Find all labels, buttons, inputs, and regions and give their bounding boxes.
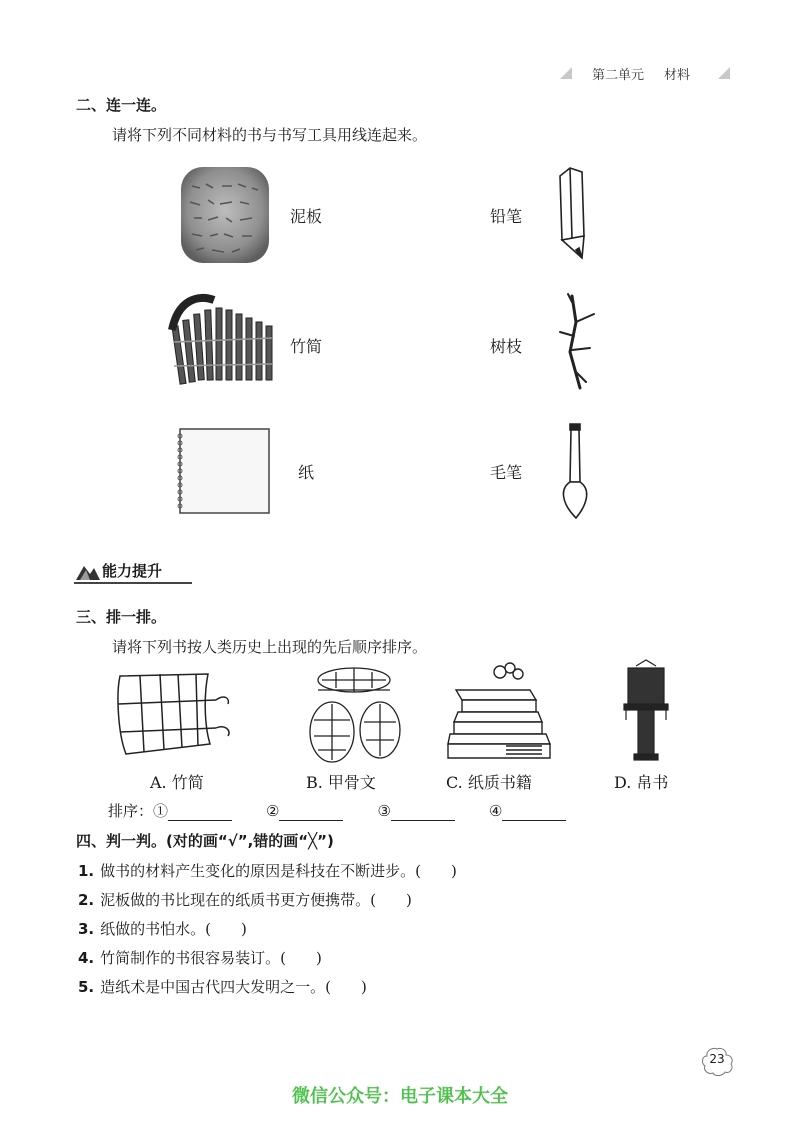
- book-label-clay: 泥板: [290, 207, 323, 226]
- question-text: 纸做的书怕水。( ): [100, 920, 247, 938]
- bamboo-slips-image: [168, 290, 276, 394]
- ability-title: 能力提升: [102, 562, 163, 580]
- header-unit: 第二单元: [592, 68, 645, 83]
- question-number: 2.: [78, 891, 95, 909]
- judge-question-4: [78, 947, 322, 968]
- question-text: 泥板做的书比现在的纸质书更方便携带。( ): [100, 891, 412, 909]
- question-text: 竹简制作的书很容易装订。( ): [100, 949, 322, 967]
- sort-item-b: B. 甲骨文: [306, 773, 376, 792]
- sort-slot-4-label: ④: [488, 802, 503, 820]
- sort-row: [108, 800, 600, 821]
- tool-label-twig: 树枝: [490, 337, 523, 356]
- ability-underline: [74, 582, 192, 584]
- header-topic: 材料: [664, 68, 691, 83]
- sort-item-c: C. 纸质书籍: [446, 773, 532, 792]
- sort-slot-3-label: ③: [377, 802, 391, 820]
- footer-watermark: 微信公众号：电子课本大全: [292, 1086, 508, 1107]
- tool-label-brush: 毛笔: [490, 463, 523, 482]
- question-number: 1.: [78, 862, 95, 880]
- book-label-bamboo: 竹简: [290, 337, 323, 356]
- page-header: [560, 64, 730, 84]
- sort-slot-3-blank[interactable]: [391, 804, 455, 821]
- section3-instruction: 请将下列书按人类历史上出现的先后顺序排序。: [112, 638, 428, 656]
- question-text: 做书的材料产生变化的原因是科技在不断进步。( ): [100, 862, 457, 880]
- mountain-icon: [74, 558, 100, 582]
- twig-icon: [554, 292, 606, 396]
- judge-question-5: [78, 976, 367, 997]
- brush-icon: [550, 420, 602, 524]
- page-number-badge: [700, 1046, 734, 1076]
- sort-item-a: A. 竹简: [150, 773, 204, 792]
- sort-label: 排序：: [108, 802, 154, 820]
- judge-question-1: [78, 860, 457, 881]
- book-label-paper: 纸: [298, 463, 315, 482]
- clay-tablet-image: [178, 164, 272, 266]
- judge-question-2: [78, 889, 412, 910]
- tool-label-pencil: 铅笔: [490, 207, 523, 226]
- sort-slot-1-blank[interactable]: [168, 804, 232, 821]
- bamboo-scroll-image: [112, 664, 242, 764]
- section4-title: 四、判一判。(对的画“√”,错的画“╳”): [76, 832, 334, 850]
- sort-item-d: D. 帛书: [614, 773, 669, 792]
- paper-notebook-image: [174, 426, 272, 516]
- section2-instruction: 请将下列不同材料的书与书写工具用线连起来。: [112, 126, 428, 144]
- question-text: 造纸术是中国古代四大发明之一。( ): [100, 978, 367, 996]
- header-triangle-right-icon: [718, 67, 730, 79]
- sort-slot-2-blank[interactable]: [279, 804, 343, 821]
- silk-book-image: [620, 658, 672, 768]
- question-number: 4.: [78, 949, 95, 967]
- section2-title: 二、连一连。: [76, 96, 167, 114]
- section3-title: 三、排一排。: [76, 608, 167, 626]
- question-number: 5.: [78, 978, 95, 996]
- page-number: 23: [709, 1052, 725, 1066]
- question-number: 3.: [78, 920, 95, 938]
- sort-slot-4-blank[interactable]: [502, 804, 566, 821]
- sort-slot-2-label: ②: [266, 802, 280, 820]
- header-triangle-left-icon: [560, 67, 572, 79]
- judge-question-3: [78, 918, 247, 939]
- ability-banner: [74, 558, 204, 584]
- pencil-icon: [554, 162, 602, 266]
- book-stack-image: [446, 660, 558, 766]
- turtle-shell-image: [296, 664, 412, 768]
- sort-slot-1-label: ①: [153, 802, 169, 820]
